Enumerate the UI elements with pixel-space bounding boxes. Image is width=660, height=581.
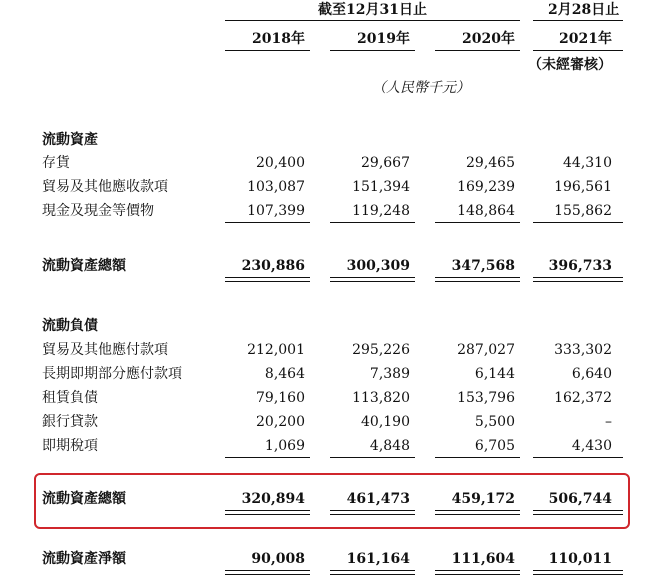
section-title-current-liabilities: 流動負債 bbox=[42, 318, 98, 334]
cell-2019: 40,190 bbox=[361, 414, 410, 430]
cell-2020: 6,705 bbox=[474, 438, 515, 454]
double-underline bbox=[533, 510, 623, 515]
cell-2018: 79,160 bbox=[256, 390, 305, 406]
double-underline bbox=[435, 510, 520, 515]
year-header-2019: 2019年 bbox=[357, 31, 410, 47]
net-label: 流動資產淨額 bbox=[42, 551, 126, 567]
cell-2020: 169,239 bbox=[457, 179, 515, 195]
row-label: 即期稅項 bbox=[42, 438, 98, 454]
year-header-2020: 2020年 bbox=[462, 31, 515, 47]
cell-2018: 107,399 bbox=[247, 203, 305, 219]
year-header-2018: 2018年 bbox=[252, 31, 305, 47]
double-underline bbox=[225, 510, 310, 515]
subtotal-rule bbox=[533, 222, 623, 223]
total-2018: 320,894 bbox=[241, 491, 305, 507]
subtotal-rule bbox=[435, 222, 520, 223]
total-2018: 230,886 bbox=[241, 258, 305, 274]
row-label: 貿易及其他應收款項 bbox=[42, 179, 168, 195]
net-2018: 90,008 bbox=[251, 551, 305, 567]
cell-2018: 8,464 bbox=[264, 366, 305, 382]
double-underline bbox=[225, 277, 310, 282]
total-2021: 396,733 bbox=[548, 258, 612, 274]
subtotal-rule bbox=[330, 222, 415, 223]
cell-2020: 287,027 bbox=[457, 342, 515, 358]
double-underline bbox=[330, 510, 415, 515]
cell-2019: 7,389 bbox=[369, 366, 410, 382]
total-label: 流動資產總額 bbox=[42, 258, 126, 274]
total-label: 流動資產總額 bbox=[42, 491, 126, 507]
total-2019: 300,309 bbox=[346, 258, 410, 274]
row-label: 租賃負債 bbox=[42, 390, 98, 406]
subtotal-rule bbox=[533, 457, 623, 458]
subtotal-rule bbox=[225, 457, 310, 458]
row-label: 貿易及其他應付款項 bbox=[42, 342, 168, 358]
cell-2018: 212,001 bbox=[247, 342, 305, 358]
cell-2020: 5,500 bbox=[474, 414, 515, 430]
cell-2018: 20,200 bbox=[256, 414, 305, 430]
cell-2021: 44,310 bbox=[563, 155, 612, 171]
double-underline bbox=[435, 570, 520, 575]
cell-2020: 29,465 bbox=[466, 155, 515, 171]
interim-period-label: 2月28日止 bbox=[548, 2, 620, 18]
year-rule-2018 bbox=[225, 50, 310, 51]
cell-2020: 153,796 bbox=[457, 390, 515, 406]
net-2021: 110,011 bbox=[548, 551, 612, 567]
subtotal-rule bbox=[330, 457, 415, 458]
row-label: 銀行貸款 bbox=[42, 414, 98, 430]
double-underline bbox=[330, 570, 415, 575]
cell-2019: 29,667 bbox=[361, 155, 410, 171]
total-2020: 459,172 bbox=[451, 491, 515, 507]
cell-2020: 6,144 bbox=[474, 366, 515, 382]
period-group-label: 截至12月31日止 bbox=[318, 2, 427, 18]
cell-2021: 6,640 bbox=[571, 366, 612, 382]
cell-2019: 4,848 bbox=[369, 438, 410, 454]
double-underline bbox=[533, 570, 623, 575]
cell-2021: 4,430 bbox=[571, 438, 612, 454]
cell-2019: 119,248 bbox=[352, 203, 410, 219]
double-underline bbox=[330, 277, 415, 282]
header-rule-group bbox=[225, 20, 520, 21]
cell-2021: 196,561 bbox=[554, 179, 612, 195]
year-rule-2019 bbox=[330, 50, 415, 51]
total-2019: 461,473 bbox=[346, 491, 410, 507]
header-rule-interim bbox=[533, 20, 623, 21]
total-2020: 347,568 bbox=[451, 258, 515, 274]
year-rule-2020 bbox=[435, 50, 520, 51]
unit-label: （人民幣千元） bbox=[372, 80, 470, 96]
year-header-2021: 2021年 bbox=[559, 31, 612, 47]
subtotal-rule bbox=[435, 457, 520, 458]
cell-2018: 20,400 bbox=[256, 155, 305, 171]
cell-2021: 155,862 bbox=[554, 203, 612, 219]
total-2021: 506,744 bbox=[548, 491, 612, 507]
cell-2021: 333,302 bbox=[554, 342, 612, 358]
row-label: 長期即期部分應付款項 bbox=[42, 366, 182, 382]
row-label: 現金及現金等價物 bbox=[42, 203, 154, 219]
cell-2018: 103,087 bbox=[247, 179, 305, 195]
net-2020: 111,604 bbox=[451, 551, 515, 567]
cell-2019: 295,226 bbox=[352, 342, 410, 358]
section-title-current-assets: 流動資產 bbox=[42, 132, 98, 148]
net-2019: 161,164 bbox=[346, 551, 410, 567]
cell-2020: 148,864 bbox=[457, 203, 515, 219]
double-underline bbox=[533, 277, 623, 282]
cell-2018: 1,069 bbox=[264, 438, 305, 454]
cell-2021: 162,372 bbox=[554, 390, 612, 406]
subtotal-rule bbox=[225, 222, 310, 223]
double-underline bbox=[435, 277, 520, 282]
cell-2019: 151,394 bbox=[352, 179, 410, 195]
unaudited-label: （未經審核） bbox=[528, 57, 612, 73]
year-rule-2021 bbox=[533, 50, 623, 51]
cell-2021: – bbox=[605, 414, 612, 430]
cell-2019: 113,820 bbox=[352, 390, 410, 406]
double-underline bbox=[225, 570, 310, 575]
row-label: 存貨 bbox=[42, 155, 70, 171]
